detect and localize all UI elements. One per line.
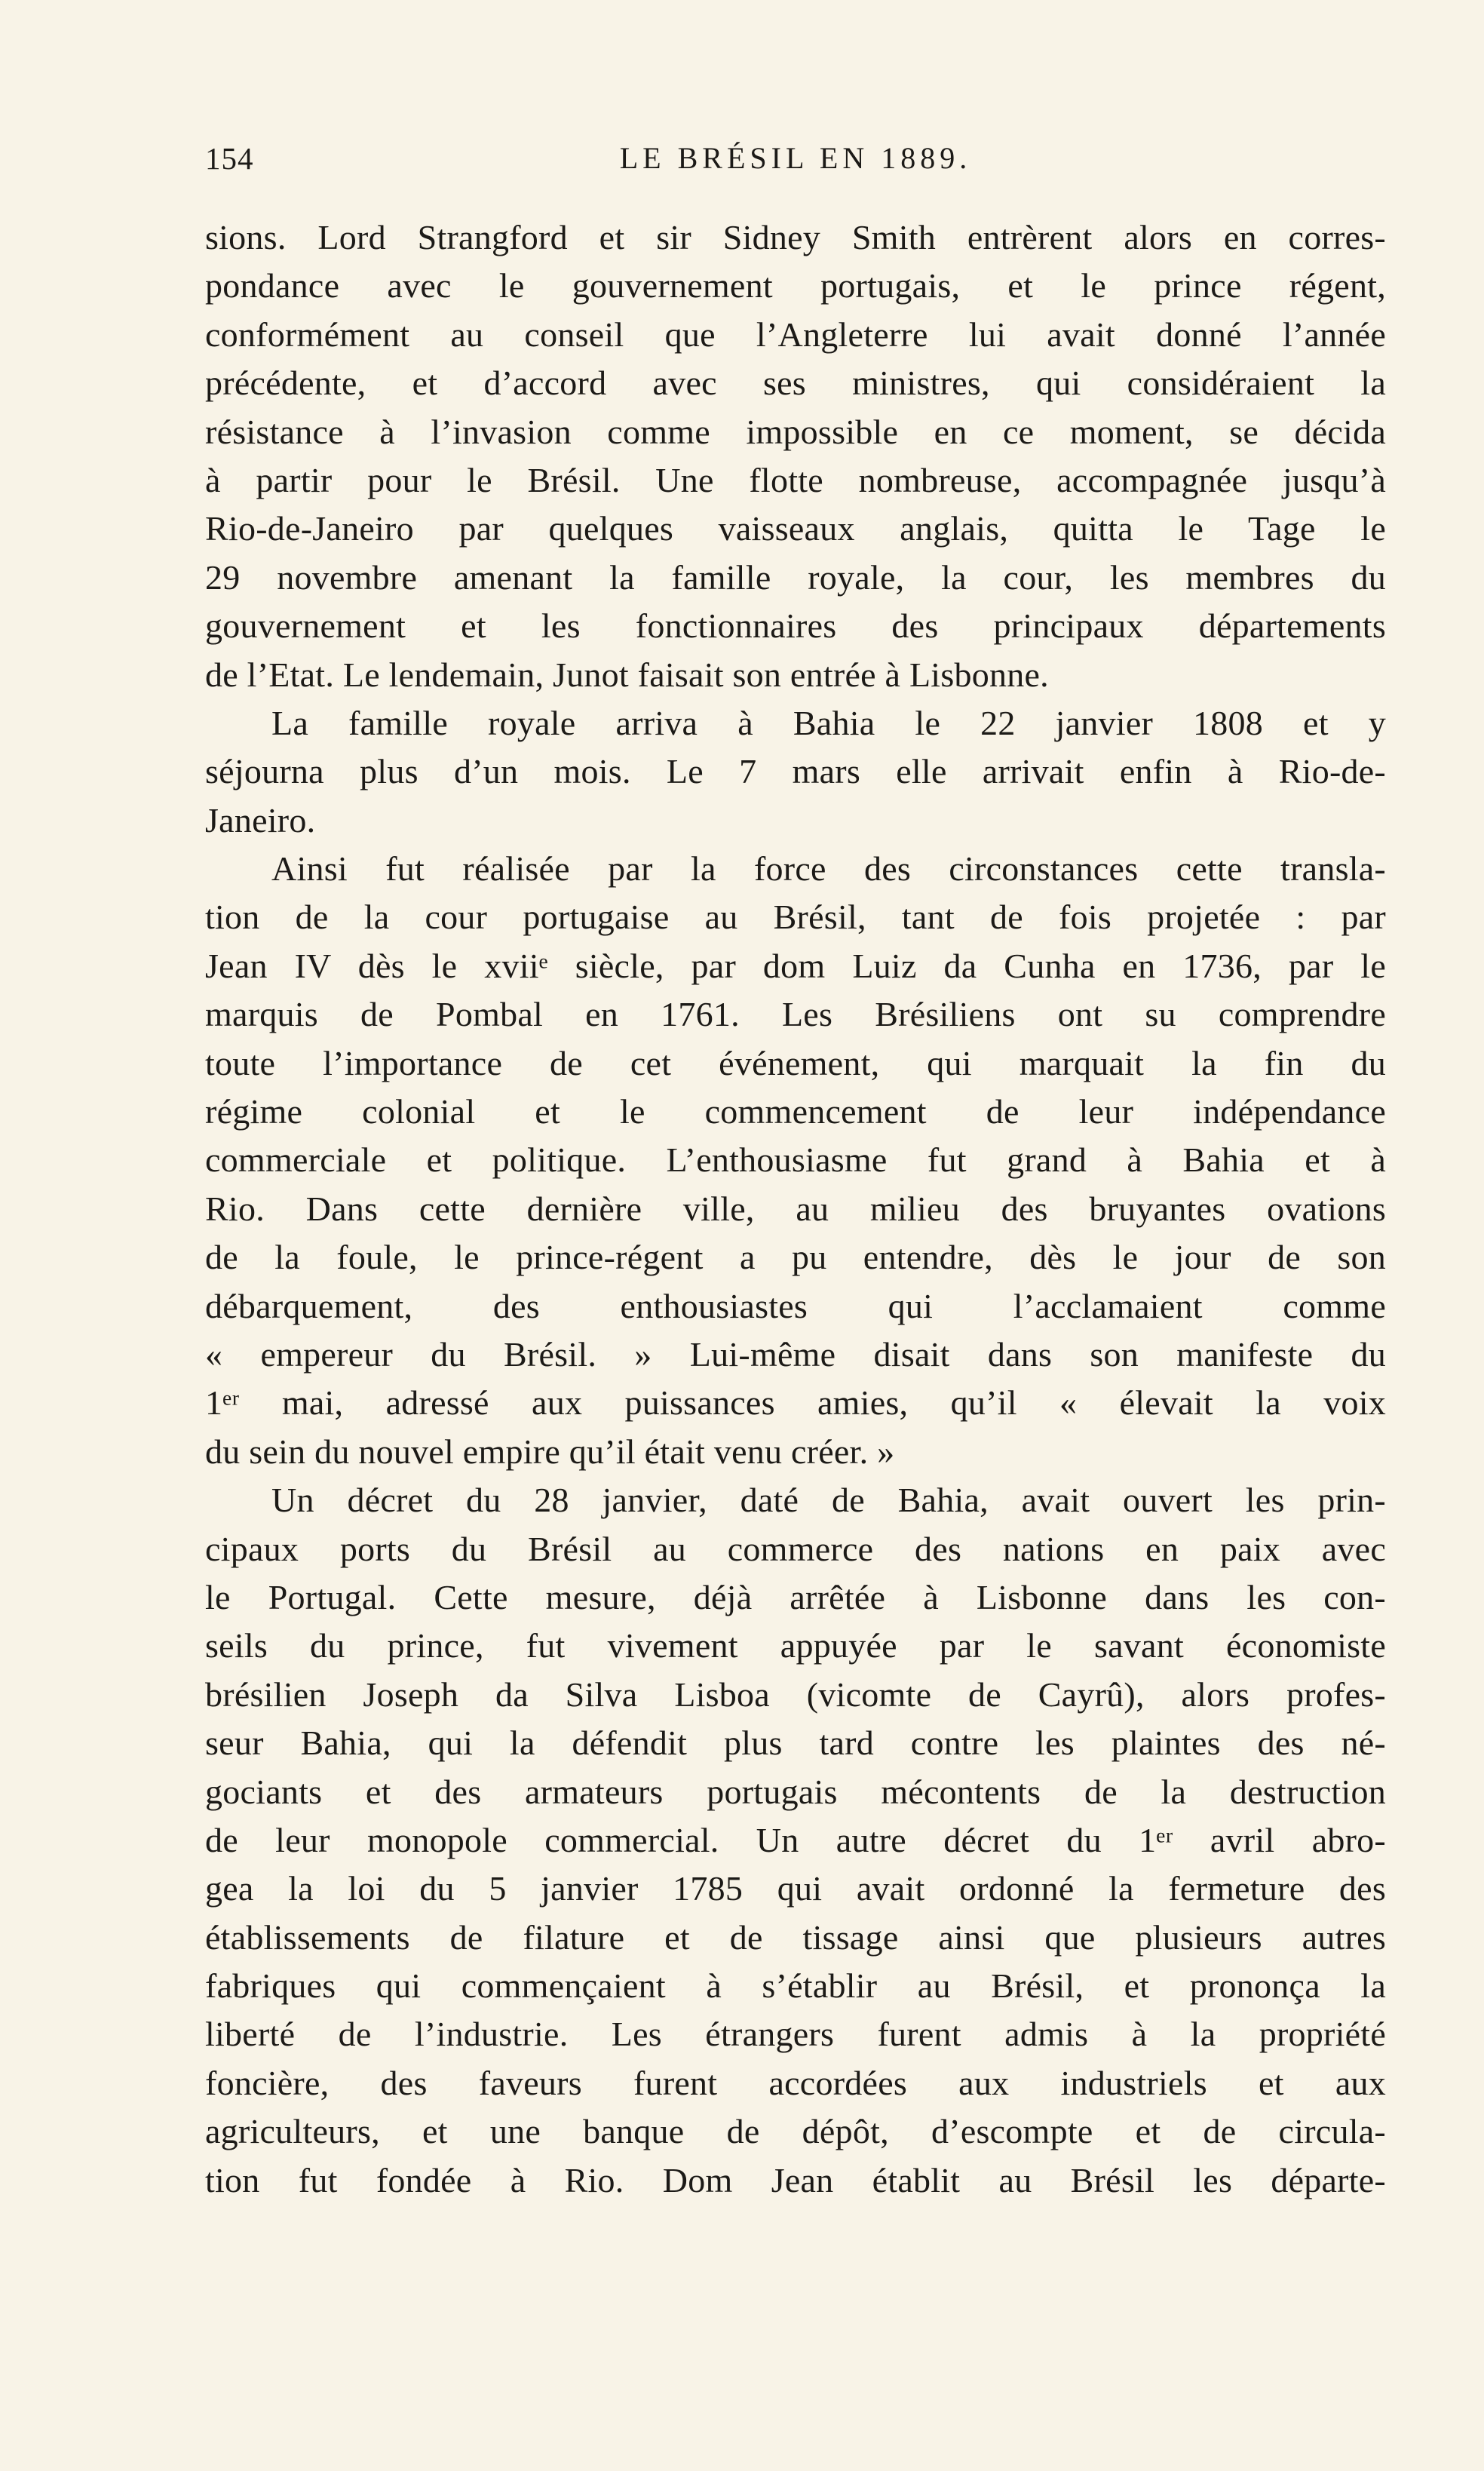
text-line: séjourna plus d’un mois. Le 7 mars elle arrivait enfin à Rio-de- [205, 752, 1386, 791]
text-line: 29 novembre amenant la famille royale, la cour, les membres du [205, 557, 1386, 597]
text-line: cipaux ports du Brésil au commerce des nations en paix avec [205, 1529, 1386, 1568]
text-line: gea la loi du 5 janvier 1785 qui avait ordonné la fermeture des [205, 1869, 1386, 1908]
text-line: marquis de Pombal en 1761. Les Brésiliens ont su comprendre [205, 995, 1386, 1034]
running-title: LE BRÉSIL EN 1889. [619, 141, 972, 175]
text-line: Un décret du 28 janvier, daté de Bahia, avait ouvert les prin- [271, 1481, 1386, 1520]
text-line: Rio. Dans cette dernière ville, au milieu des bruyantes ovations [205, 1189, 1386, 1228]
text-line: à partir pour le Brésil. Une flotte nombreuse, accompagnée jusqu’à [205, 460, 1386, 499]
text-line: conformément au conseil que l’Angleterre lui avait donné l’année [205, 315, 1386, 354]
text-line: Ainsi fut réalisée par la force des circonstances cette transla- [271, 849, 1386, 889]
text-line: pondance avec le gouvernement portugais, et le prince régent, [205, 266, 1386, 305]
text-line: de l’Etat. Le lendemain, Junot faisait son entrée à Lisbonne. [205, 655, 1049, 694]
text-line: toute l’importance de cet événement, qui marquait la fin du [205, 1043, 1386, 1082]
text-line: précédente, et d’accord avec ses ministres, qui considéraient la [205, 364, 1386, 403]
text-line: gouvernement et les fonctionnaires des principaux départements [205, 606, 1386, 646]
text-line: fabriques qui commençaient à s’établir au Brésil, et prononça la [205, 1966, 1386, 2006]
text-line: sions. Lord Strangford et sir Sidney Smith entrèrent alors en corres- [205, 218, 1386, 256]
text-line: « empereur du Brésil. » Lui-même disait dans son manifeste du [205, 1334, 1386, 1374]
text-line: débarquement, des enthousiastes qui l’acclamaient comme [205, 1286, 1386, 1325]
text-line: La famille royale arriva à Bahia le 22 janvier 1808 et y [271, 703, 1386, 742]
text-line: de leur monopole commercial. Un autre décret du 1ᵉʳ avril abro- [205, 1820, 1386, 1859]
text-line: seur Bahia, qui la défendit plus tard contre les plaintes des né- [205, 1724, 1386, 1763]
text-line: établissements de filature et de tissage ainsi que plusieurs autres [205, 1917, 1386, 1957]
text-line: du sein du nouvel empire qu’il était venu créer. » [205, 1432, 895, 1471]
page-number: 154 [205, 141, 254, 176]
text-line: le Portugal. Cette mesure, déjà arrêtée à Lisbonne dans les con- [205, 1577, 1386, 1616]
running-head [205, 140, 1386, 186]
text-line: tion fut fondée à Rio. Dom Jean établit au Brésil les départe- [205, 2160, 1386, 2199]
text-line: Rio-de-Janeiro par quelques vaisseaux anglais, quitta le Tage le [205, 509, 1386, 548]
text-line: résistance à l’invasion comme impossible en ce moment, se décida [205, 412, 1386, 451]
text-line: seils du prince, fut vivement appuyée par le savant économiste [205, 1626, 1386, 1665]
text-line: tion de la cour portugaise au Brésil, tant de fois projetée : par [205, 898, 1386, 937]
text-line: Jean IV dès le xviiᵉ siècle, par dom Luiz da Cunha en 1736, par le [205, 946, 1386, 985]
text-line: régime colonial et le commencement de leur indépendance [205, 1092, 1386, 1131]
body-text [205, 213, 1386, 2205]
text-line: agriculteurs, et une banque de dépôt, d’escompte et de circula- [205, 2112, 1386, 2151]
text-line: Janeiro. [205, 800, 316, 840]
text-line: liberté de l’industrie. Les étrangers furent admis à la propriété [205, 2015, 1386, 2054]
text-line: commerciale et politique. L’enthousiasme fut grand à Bahia et à [205, 1140, 1386, 1180]
text-line: 1ᵉʳ mai, adressé aux puissances amies, qu’il « élevait la voix [205, 1383, 1386, 1423]
text-line: gociants et des armateurs portugais mécontents de la destruction [205, 1772, 1386, 1811]
text-line: brésilien Joseph da Silva Lisboa (vicomte de Cayrû), alors profes- [205, 1674, 1386, 1714]
text-line: foncière, des faveurs furent accordées aux industriels et aux [205, 2063, 1386, 2102]
text-line: de la foule, le prince-régent a pu entendre, dès le jour de son [205, 1238, 1386, 1277]
